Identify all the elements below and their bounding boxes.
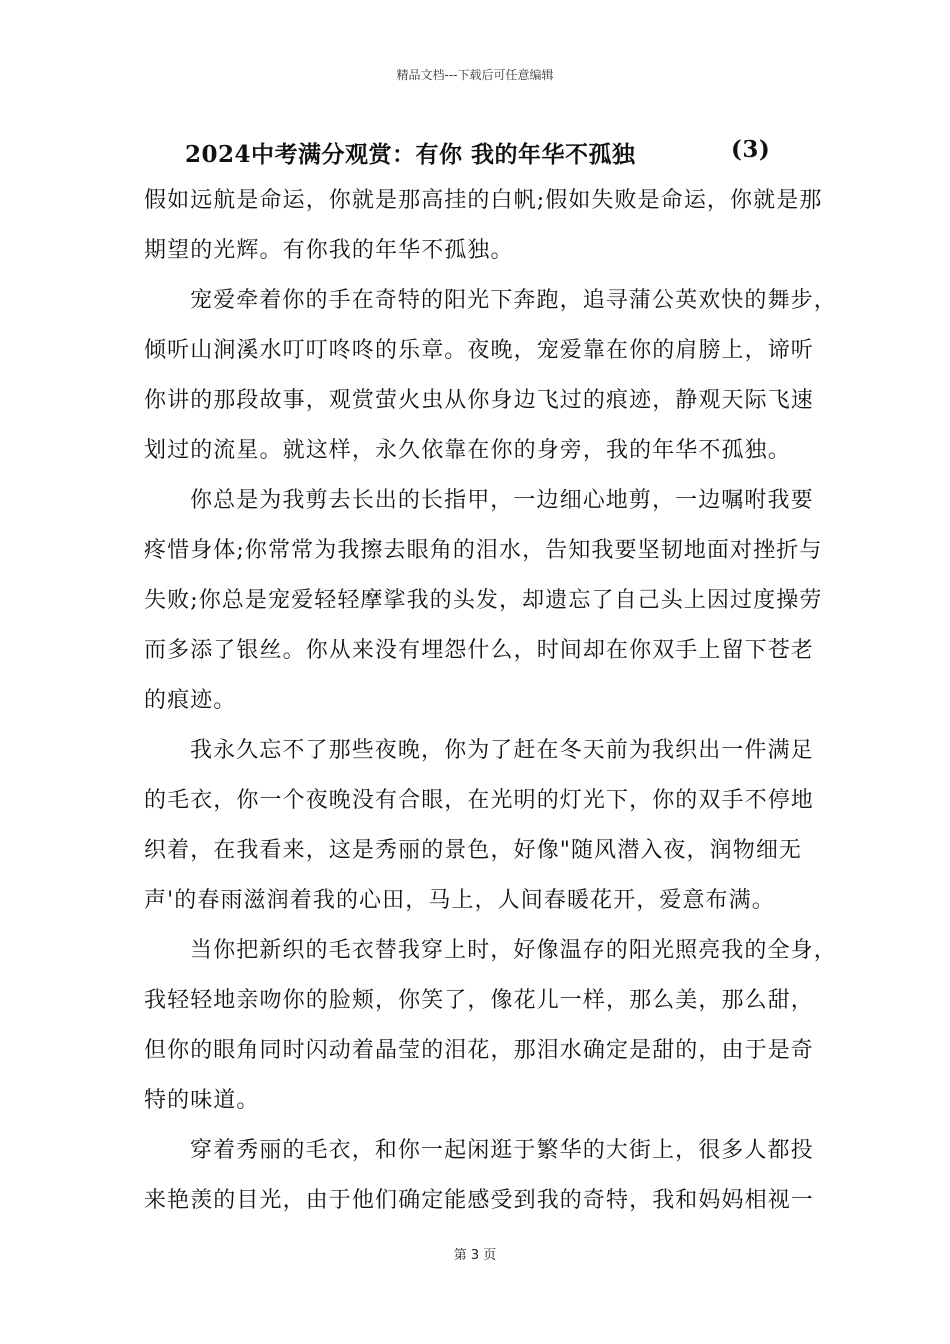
- text-line: 织着，在我看来，这是秀丽的景色，好像"随风潜入夜，润物细无: [144, 838, 803, 863]
- text-line: 划过的流星。就这样，永久依靠在你的身旁，我的年华不孤独。: [144, 438, 791, 463]
- text-line: 但你的眼角同时闪动着晶莹的泪花，那泪水确定是甜的，由于是奇: [144, 1038, 814, 1063]
- text-line: 的毛衣，你一个夜晚没有合眼，在光明的灯光下，你的双手不停地: [144, 788, 814, 813]
- page-number: 第 3 页: [453, 1248, 497, 1263]
- text-line: 疼惜身体;你常常为我擦去眼角的泪水，告知我要坚韧地面对挫折与: [144, 538, 823, 563]
- text-line: 而多添了银丝。你从来没有埋怨什么，时间却在你双手上留下苍老: [144, 638, 814, 663]
- text-line: 宠爱牵着你的手在奇特的阳光下奔跑，追寻蒲公英欢快的舞步，: [190, 288, 837, 313]
- text-line: 我永久忘不了那些夜晚，你为了赶在冬天前为我织出一件满足: [190, 738, 814, 763]
- title-suffix: (3): [731, 136, 771, 163]
- text-line: 假如远航是命运，你就是那高挂的白帆;假如失败是命运，你就是那: [144, 188, 823, 213]
- text-line: 的痕迹。: [144, 688, 237, 713]
- text-line: 失败;你总是宠爱轻轻摩挲我的头发，却遗忘了自己头上因过度操劳: [144, 588, 823, 613]
- text-line: 我轻轻地亲吻你的脸颊，你笑了，像花儿一样，那么美，那么甜，: [144, 988, 814, 1013]
- text-line: 你讲的那段故事，观赏萤火虫从你身边飞过的痕迹，静观天际飞速: [144, 388, 814, 413]
- text-line: 倾听山涧溪水叮叮咚咚的乐章。夜晚，宠爱靠在你的肩膀上，谛听: [144, 338, 814, 363]
- page-header: 精品文档---下载后可任意编辑: [396, 68, 554, 82]
- title-main: 2024中考满分观赏：有你 我的年华不孤独: [185, 141, 636, 168]
- text-line: 期望的光辉。有你我的年华不孤独。: [144, 238, 514, 263]
- text-line: 声'的春雨滋润着我的心田，马上，人间春暖花开，爱意布满。: [144, 888, 775, 913]
- text-line: 穿着秀丽的毛衣，和你一起闲逛于繁华的大街上，很多人都投: [190, 1138, 814, 1163]
- text-line: 来艳羡的目光，由于他们确定能感受到我的奇特，我和妈妈相视一: [144, 1188, 814, 1213]
- text-line: 当你把新织的毛衣替我穿上时，好像温存的阳光照亮我的全身，: [190, 938, 837, 963]
- text-line: 你总是为我剪去长出的长指甲，一边细心地剪，一边嘱咐我要: [190, 488, 814, 513]
- document-title: [185, 136, 825, 169]
- text-line: 特的味道。: [144, 1088, 260, 1113]
